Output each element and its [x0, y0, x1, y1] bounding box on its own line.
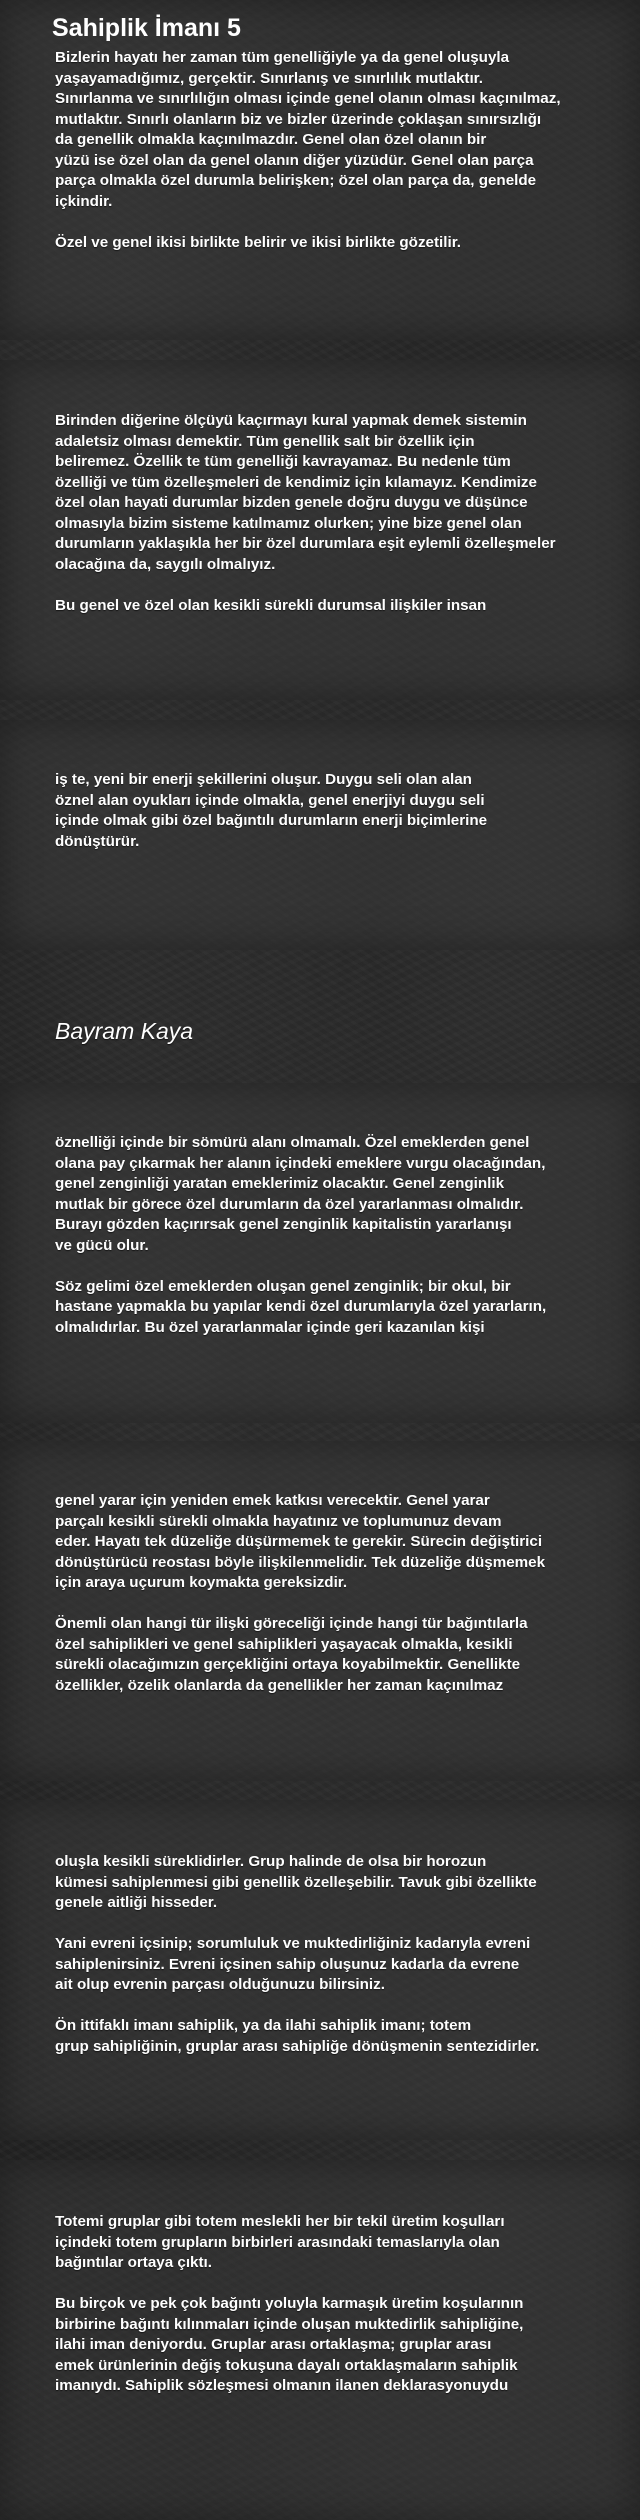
poem-title: Sahiplik İmanı 5 — [52, 14, 241, 42]
text-line: ilahi iman deniyordu. Gruplar arası ortaklaşma; gruplar arası — [55, 2336, 492, 2353]
text-line: parça olmakla özel durumla belirişken; özel olan parça da, genelde — [55, 172, 537, 189]
text-line: mutlaktır. Sınırlı olanların biz ve bizler üzerinde çoklaşan sınırsızlığı — [55, 110, 542, 128]
text-line: eder. Hayatı tek düzeliğe düşürmemek te gerekir. Sürecin değiştirici — [55, 1533, 543, 1550]
text-line: sürekli olacağımızın gerçekliğini ortaya koyabilmektir. Genellikte — [55, 1656, 521, 1673]
text-line: Söz gelimi özel emeklerden oluşan genel zenginlik; bir okul, bir — [55, 1277, 511, 1295]
text-panel-1 — [0, 0, 640, 340]
text-line: bağıntılar ortaya çıktı. — [55, 2254, 212, 2271]
text-line: ait olup evrenin parçası olduğunuzu bilirsiniz. — [55, 1976, 385, 1993]
text-line: birbirine bağıntı kılınmaları içinde oluşan muktedirlik sahipliğine, — [55, 2315, 524, 2333]
text-panel-3 — [0, 720, 640, 950]
text-line: için araya uçurum koymakta gereksizdir. — [55, 1574, 348, 1591]
text-line: Bu genel ve özel olan kesikli sürekli durumsal ilişkiler insan — [55, 596, 487, 614]
text-line: içkindir. — [55, 192, 113, 210]
text-line: oluşla kesikli süreklidirler. Grup halinde de olsa bir horozun — [55, 1853, 487, 1870]
text-line: sahiplenirsiniz. Evreni içsinen sahip oluşunuz kadarla da evrene — [55, 1955, 520, 1973]
text-line: özellikler, özelik olanlarda da genellikler her zaman kaçınılmaz — [55, 1676, 504, 1694]
text-line: iş te, yeni bir enerji şekillerini oluşur. Duygu seli olan alan — [55, 771, 472, 788]
text-line: mutlak bir görece özel durumların da özel yararlanması olmalıdır. — [55, 1195, 524, 1213]
text-line: olmalıdırlar. Bu özel yararlanmalar içinde geri kazanılan kişi — [55, 1318, 485, 1336]
text-line: yüzü ise özel olan da genel olanın diğer yüzüdür. Genel olan parça — [55, 151, 534, 169]
text-line: öznel alan oyukları içinde olmakla, genel enerjiyi duygu seli — [55, 791, 485, 809]
paragraph-gap — [55, 1256, 600, 1277]
text-block-3 — [55, 770, 600, 852]
text-block-5 — [55, 1491, 600, 1696]
paragraph-gap — [55, 575, 600, 596]
text-line: olmasıyla bizim sisteme katılmamız olurken; yine bize genel olan — [55, 514, 522, 532]
text-line: olana pay çıkarmak her alanın içindeki emeklere vurgu olacağından, — [55, 1154, 546, 1172]
paragraph-gap — [55, 2274, 600, 2295]
text-line: Önemli olan hangi tür ilişki göreceliği içinde hangi tür bağıntılarla — [55, 1615, 528, 1632]
text-block-1 — [55, 48, 600, 253]
text-line: Bu birçok ve pek çok bağıntı yoluyla karmaşık üretim koşularının — [55, 2295, 524, 2312]
text-line: Birinden diğerine ölçüyü kaçırmayı kural yapmak demek sistemin — [55, 412, 527, 429]
text-line: Sınırlanma ve sınırlılığın olması içinde genel olanın olması kaçınılmaz, — [55, 90, 561, 107]
paragraph-gap — [55, 1594, 600, 1615]
text-line: durumların yaklaşıkla her bir özel durumlara eşit eylemli özelleşmeler — [55, 535, 556, 552]
text-line: yaşayamadığımız, gerçektir. Sınırlanış ve sınırlılık mutlaktır. — [55, 69, 483, 87]
text-line: özelliği ve tüm özelleşmeleri de kendimiz için kılamayız. Kendimize — [55, 473, 537, 491]
paragraph-gap — [55, 1914, 600, 1935]
text-line: parçalı kesikli sürekli olmakla hayatınız ve toplumunuz devam — [55, 1512, 502, 1530]
text-line: Özel ve genel ikisi birlikte belirir ve ikisi birlikte gözetilir. — [55, 233, 462, 251]
text-line: içindeki totem grupların birbirleri arasındaki temaslarıyla olan — [55, 2233, 500, 2251]
text-line: Totemi gruplar gibi totem meslekli her bir tekil üretim koşulları — [55, 2213, 505, 2230]
text-line: Yani evreni içsinip; sorumluluk ve muktedirliğiniz kadarıyla evreni — [55, 1935, 531, 1952]
text-line: Bizlerin hayatı her zaman tüm genelliğiyle ya da genel oluşuyla — [55, 49, 510, 66]
text-line: adaletsiz olması demektir. Tüm genellik salt bir özellik için — [55, 432, 475, 450]
text-line: öznelliği içinde bir sömürü alanı olmamalı. Özel emeklerden genel — [55, 1134, 530, 1151]
text-block-2 — [55, 411, 600, 616]
text-line: özel olan hayati durumlar bizden genele doğru duygu ve düşünce — [55, 494, 528, 511]
text-line: da genellik olmakla kaçınılmazdır. Genel olan özel olanın bir — [55, 131, 487, 148]
text-line: genel zenginliği yaratan emeklerimiz olacaktır. Genel zenginlik — [55, 1175, 505, 1192]
text-block-4 — [55, 1133, 600, 1338]
text-block-6 — [55, 1852, 600, 2057]
text-line: Burayı gözden kaçırırsak genel zenginlik kapitalistin yararlanışı — [55, 1216, 512, 1233]
text-panel-4 — [0, 1083, 640, 1423]
text-line: içinde olmak gibi özel bağıntılı durumların enerji biçimlerine — [55, 812, 488, 829]
text-panel-7 — [0, 2160, 640, 2520]
text-panel-5 — [0, 1441, 640, 1781]
text-line: imanıydı. Sahiplik sözleşmesi olmanın ilanen deklarasyonuydu — [55, 2377, 509, 2394]
text-line: emek ürünlerinin değiş tokuşuna dayalı ortaklaşmaların sahiplik — [55, 2356, 518, 2374]
text-line: olacağına da, saygılı olmalıyız. — [55, 555, 276, 573]
author-name: Bayram Kaya — [55, 1018, 194, 1044]
text-line: genel yarar için yeniden emek katkısı verecektir. Genel yarar — [55, 1492, 490, 1509]
text-panel-2 — [0, 360, 640, 700]
text-line: grup sahipliğinin, gruplar arası sahipliğe dönüşmenin sentezidirler. — [55, 2037, 540, 2055]
text-line: dönüştürücü reostası böyle ilişkilenmelidir. Tek düzeliğe düşmemek — [55, 1553, 546, 1571]
text-line: genele aitliği hisseder. — [55, 1894, 218, 1911]
paragraph-gap — [55, 1996, 600, 2017]
text-line: kümesi sahiplenmesi gibi genellik özelleşebilir. Tavuk gibi özellikte — [55, 1873, 537, 1891]
text-line: Ön ittifaklı imanı sahiplik, ya da ilahi sahiplik imanı; totem — [55, 2017, 472, 2034]
text-line: özel sahiplikleri ve genel sahiplikleri yaşayacak olmakla, kesikli — [55, 1635, 513, 1653]
text-line: dönüştürür. — [55, 832, 140, 850]
text-line: ve gücü olur. — [55, 1236, 149, 1254]
paragraph-gap — [55, 212, 600, 233]
text-line: beliremez. Özellik te tüm genelliği kavrayamaz. Bu nedenle tüm — [55, 453, 511, 470]
text-block-7 — [55, 2212, 600, 2397]
text-panel-6 — [0, 1800, 640, 2140]
text-line: hastane yapmakla bu yapılar kendi özel durumlarıyla özel yararların, — [55, 1298, 547, 1315]
